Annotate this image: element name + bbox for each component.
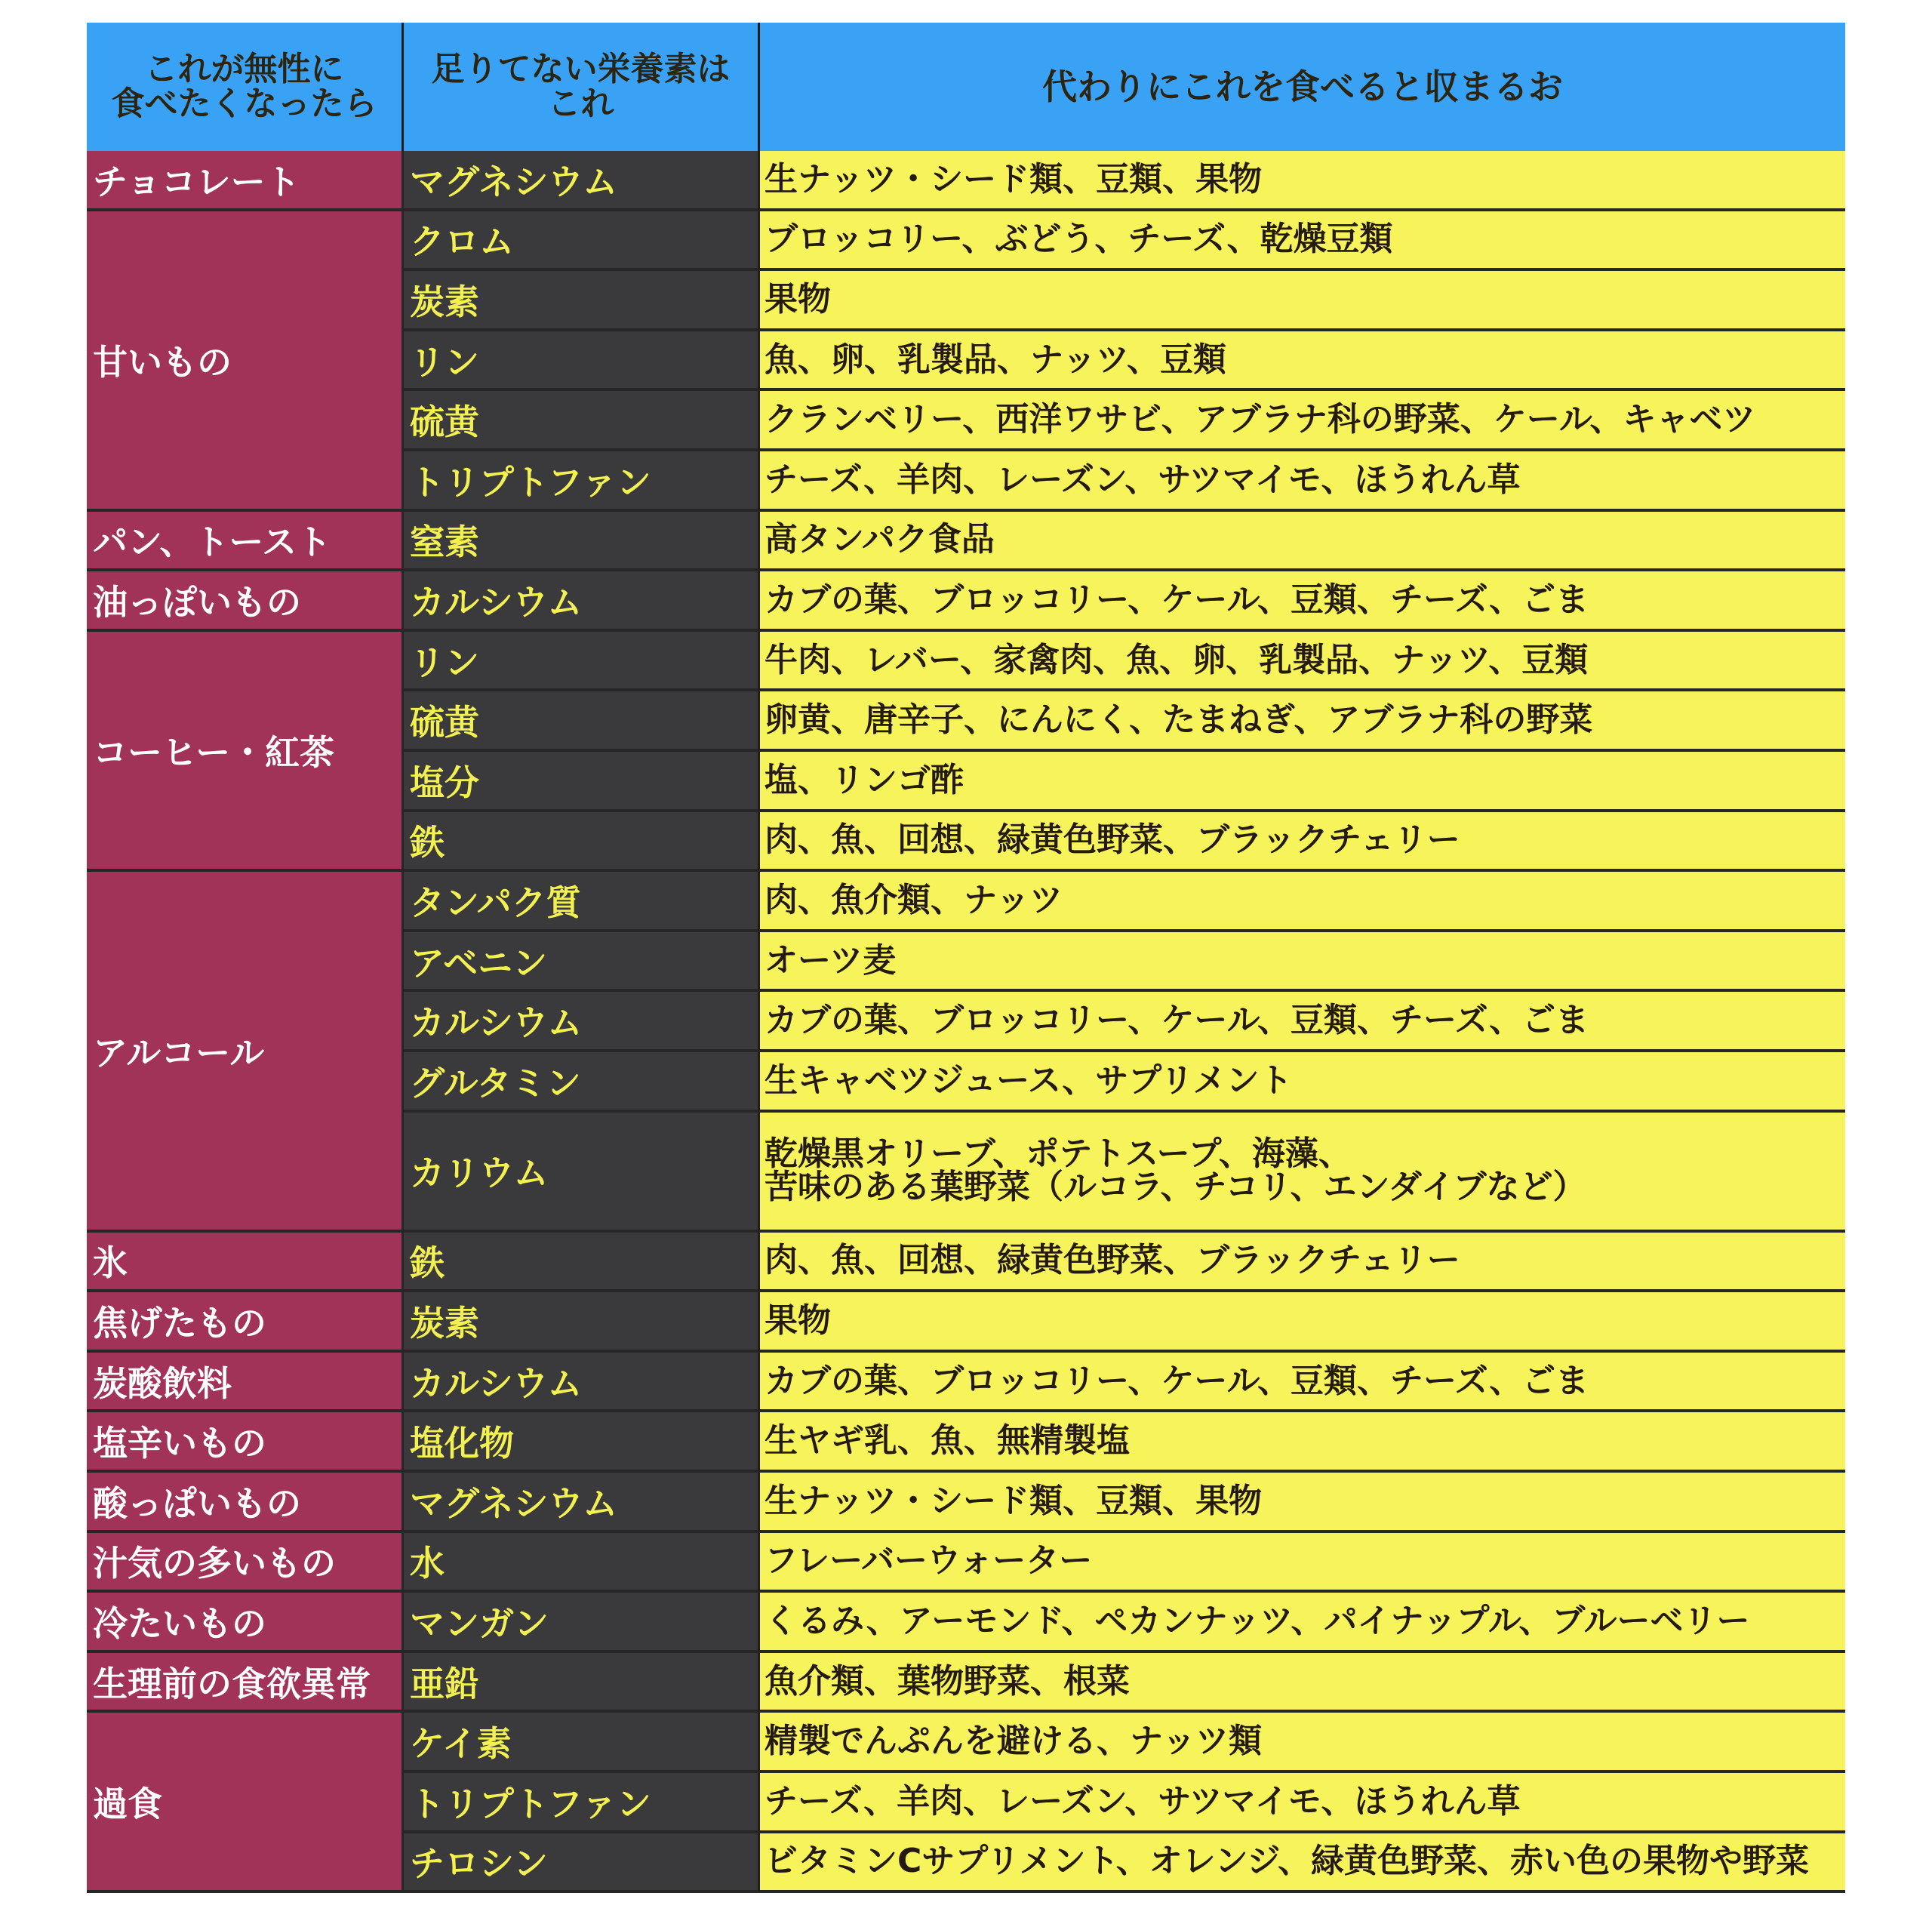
nutrient-cell: タンパク質 xyxy=(404,872,760,932)
food-cell: 乾燥黒オリーブ、ポテトスープ、海藻、 苦味のある葉野菜（ルコラ、チコリ、エンダイブなど） xyxy=(760,1113,1845,1233)
food-cell: 生ナッツ・シード類、豆類、果物 xyxy=(760,151,1845,211)
nutrient-cell: マグネシウム xyxy=(404,1473,760,1533)
nutrient-cell: 硫黄 xyxy=(404,391,760,451)
nutrient-cell: マンガン xyxy=(404,1593,760,1653)
food-cell: クランベリー、西洋ワサビ、アブラナ科の野菜、ケール、キャベツ xyxy=(760,391,1845,451)
nutrient-cell: ケイ素 xyxy=(404,1713,760,1773)
nutrient-cell: マグネシウム xyxy=(404,151,760,211)
nutrient-cell: 塩分 xyxy=(404,752,760,812)
header-nutrient: 足りてない栄養素は これ xyxy=(404,23,760,151)
food-cell: 肉、魚介類、ナッツ xyxy=(760,872,1845,932)
nutrient-cell: 窒素 xyxy=(404,512,760,572)
food-cell: チーズ、羊肉、レーズン、サツマイモ、ほうれん草 xyxy=(760,451,1845,512)
craving-cell: 油っぽいもの xyxy=(87,571,404,632)
nutrient-cell: 亜鉛 xyxy=(404,1653,760,1713)
food-cell: 果物 xyxy=(760,271,1845,331)
food-cell: 果物 xyxy=(760,1292,1845,1353)
craving-cell: 生理前の食欲異常 xyxy=(87,1653,404,1713)
nutrient-cell: 炭素 xyxy=(404,1292,760,1353)
nutrient-cell: リン xyxy=(404,331,760,392)
food-cell: ビタミンCサプリメント、オレンジ、緑黄色野菜、赤い色の果物や野菜 xyxy=(760,1833,1845,1894)
food-cell: 魚介類、葉物野菜、根菜 xyxy=(760,1653,1845,1713)
food-cell: 魚、卵、乳製品、ナッツ、豆類 xyxy=(760,331,1845,392)
food-cell: カブの葉、ブロッコリー、ケール、豆類、チーズ、ごま xyxy=(760,571,1845,632)
table-header xyxy=(87,23,1845,151)
craving-cell: 汁気の多いもの xyxy=(87,1533,404,1593)
craving-cell: 塩辛いもの xyxy=(87,1412,404,1473)
food-cell: 卵黄、唐辛子、にんにく、たまねぎ、アブラナ科の野菜 xyxy=(760,691,1845,752)
craving-cell: 冷たいもの xyxy=(87,1593,404,1653)
craving-nutrient-table xyxy=(87,23,1845,1893)
food-cell: 精製でんぷんを避ける、ナッツ類 xyxy=(760,1713,1845,1773)
nutrient-cell: 鉄 xyxy=(404,812,760,873)
food-cell: カブの葉、ブロッコリー、ケール、豆類、チーズ、ごま xyxy=(760,992,1845,1052)
nutrient-cell: トリプトファン xyxy=(404,451,760,512)
nutrient-cell: リン xyxy=(404,632,760,692)
nutrient-cell: カルシウム xyxy=(404,1353,760,1413)
nutrient-cell: 水 xyxy=(404,1533,760,1593)
nutrient-cell: グルタミン xyxy=(404,1052,760,1113)
craving-cell: アルコール xyxy=(87,872,404,1232)
food-cell: 塩、リンゴ酢 xyxy=(760,752,1845,812)
nutrient-cell: カリウム xyxy=(404,1113,760,1233)
food-cell: カブの葉、ブロッコリー、ケール、豆類、チーズ、ごま xyxy=(760,1353,1845,1413)
craving-cell: 甘いもの xyxy=(87,211,404,512)
food-cell: 生キャベツジュース、サプリメント xyxy=(760,1052,1845,1113)
craving-cell: パン、トースト xyxy=(87,512,404,572)
nutrient-cell: 鉄 xyxy=(404,1233,760,1293)
craving-cell: コーヒー・紅茶 xyxy=(87,632,404,872)
food-cell: チーズ、羊肉、レーズン、サツマイモ、ほうれん草 xyxy=(760,1773,1845,1833)
food-cell: 生ナッツ・シード類、豆類、果物 xyxy=(760,1473,1845,1533)
nutrient-cell: カルシウム xyxy=(404,571,760,632)
craving-cell: 過食 xyxy=(87,1713,404,1893)
nutrient-cell: アベニン xyxy=(404,932,760,993)
nutrient-cell: 硫黄 xyxy=(404,691,760,752)
nutrient-cell: カルシウム xyxy=(404,992,760,1052)
food-cell: 生ヤギ乳、魚、無精製塩 xyxy=(760,1412,1845,1473)
food-cell: 肉、魚、回想、緑黄色野菜、ブラックチェリー xyxy=(760,1233,1845,1293)
food-cell: オーツ麦 xyxy=(760,932,1845,993)
craving-cell: 焦げたもの xyxy=(87,1292,404,1353)
food-cell: 牛肉、レバー、家禽肉、魚、卵、乳製品、ナッツ、豆類 xyxy=(760,632,1845,692)
nutrient-cell: トリプトファン xyxy=(404,1773,760,1833)
header-alternative: 代わりにこれを食べると収まるお xyxy=(760,23,1845,151)
food-cell: 高タンパク食品 xyxy=(760,512,1845,572)
craving-cell: 炭酸飲料 xyxy=(87,1353,404,1413)
header-craving: これが無性に 食べたくなったら xyxy=(87,23,404,151)
craving-cell: 氷 xyxy=(87,1233,404,1293)
nutrient-cell: クロム xyxy=(404,211,760,272)
food-cell: 肉、魚、回想、緑黄色野菜、ブラックチェリー xyxy=(760,812,1845,873)
food-cell: フレーバーウォーター xyxy=(760,1533,1845,1593)
craving-cell: 酸っぱいもの xyxy=(87,1473,404,1533)
nutrient-cell: チロシン xyxy=(404,1833,760,1894)
nutrient-cell: 炭素 xyxy=(404,271,760,331)
food-cell: ブロッコリー、ぶどう、チーズ、乾燥豆類 xyxy=(760,211,1845,272)
craving-cell: チョコレート xyxy=(87,151,404,211)
food-cell: くるみ、アーモンド、ペカンナッツ、パイナップル、ブルーベリー xyxy=(760,1593,1845,1653)
nutrient-cell: 塩化物 xyxy=(404,1412,760,1473)
